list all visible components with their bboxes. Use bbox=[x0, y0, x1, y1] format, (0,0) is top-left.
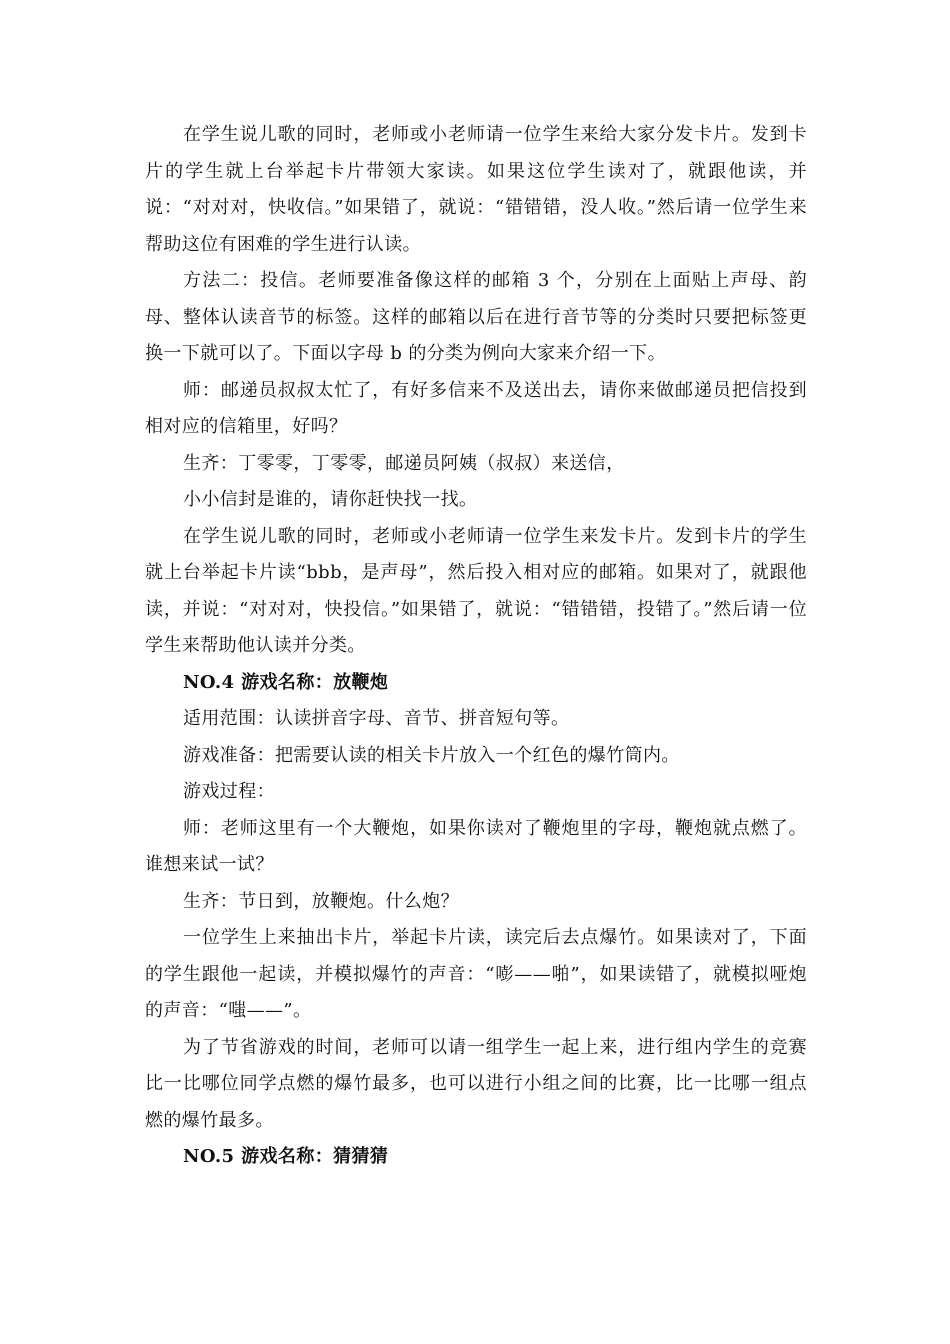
paragraph: 师：老师这里有一个大鞭炮，如果你读对了鞭炮里的字母，鞭炮就点燃了。谁想来试一试？ bbox=[145, 817, 807, 875]
section-heading: NO.4 游戏名称：放鞭炮 bbox=[183, 671, 389, 693]
paragraph: 生齐：丁零零，丁零零，邮递员阿姨（叔叔）来送信， bbox=[183, 452, 625, 474]
paragraph: 适用范围：认读拼音字母、音节、拼音短句等。 bbox=[183, 708, 570, 729]
paragraph: 小小信封是谁的，请你赶快找一找。 bbox=[183, 489, 478, 510]
paragraph: 在学生说儿歌的同时，老师或小老师请一位学生来给大家分发卡片。发到卡片的学生就上台举起卡片带领大家读。如果这位学生读对了，就跟他读，并说：“对对对，快收信。”如果错了，就说：“错错错，没人收。”然后请一位学生来帮助这位有困难的学生进行认读。 bbox=[145, 124, 807, 255]
document-page bbox=[145, 117, 807, 1176]
paragraph: 游戏准备：把需要认读的相关卡片放入一个红色的爆竹筒内。 bbox=[183, 744, 680, 766]
paragraph: 在学生说儿歌的同时，老师或小老师请一位学生来发卡片。发到卡片的学生就上台举起卡片读“bbb，是声母”，然后投入相对应的邮箱。如果对了，就跟他读，并说：“对对对，快投信。”如果错了，就说：“错错错，投错了。”然后请一位学生来帮助他认读并分类。 bbox=[145, 525, 807, 656]
section-heading: NO.5 游戏名称：猜猜猜 bbox=[183, 1146, 389, 1167]
paragraph: 生齐：节日到，放鞭炮。什么炮？ bbox=[183, 890, 459, 912]
paragraph: 游戏过程： bbox=[183, 781, 275, 802]
paragraph: 为了节省游戏的时间，老师可以请一组学生一起上来，进行组内学生的竞赛比一比哪位同学点燃的爆竹最多，也可以进行小组之间的比赛，比一比哪一组点燃的爆竹最多。 bbox=[145, 1036, 807, 1131]
paragraph: 一位学生上来抽出卡片，举起卡片读，读完后去点爆竹。如果读对了，下面的学生跟他一起读，并模拟爆竹的声音：“嘭——啪”，如果读错了，就模拟哑炮的声音：“嗤——”。 bbox=[145, 927, 807, 1021]
paragraph: 方法二：投信。老师要准备像这样的邮箱 3 个，分别在上面贴上声母、韵母、整体认读音节的标签。这样的邮箱以后在进行音节等的分类时只要把标签更换一下就可以了。下面以字母 b 的分类为例向大家来介绍一下。 bbox=[145, 270, 807, 364]
paragraph: 师：邮递员叔叔太忙了，有好多信来不及送出去，请你来做邮递员把信投到相对应的信箱里，好吗？ bbox=[145, 379, 807, 437]
